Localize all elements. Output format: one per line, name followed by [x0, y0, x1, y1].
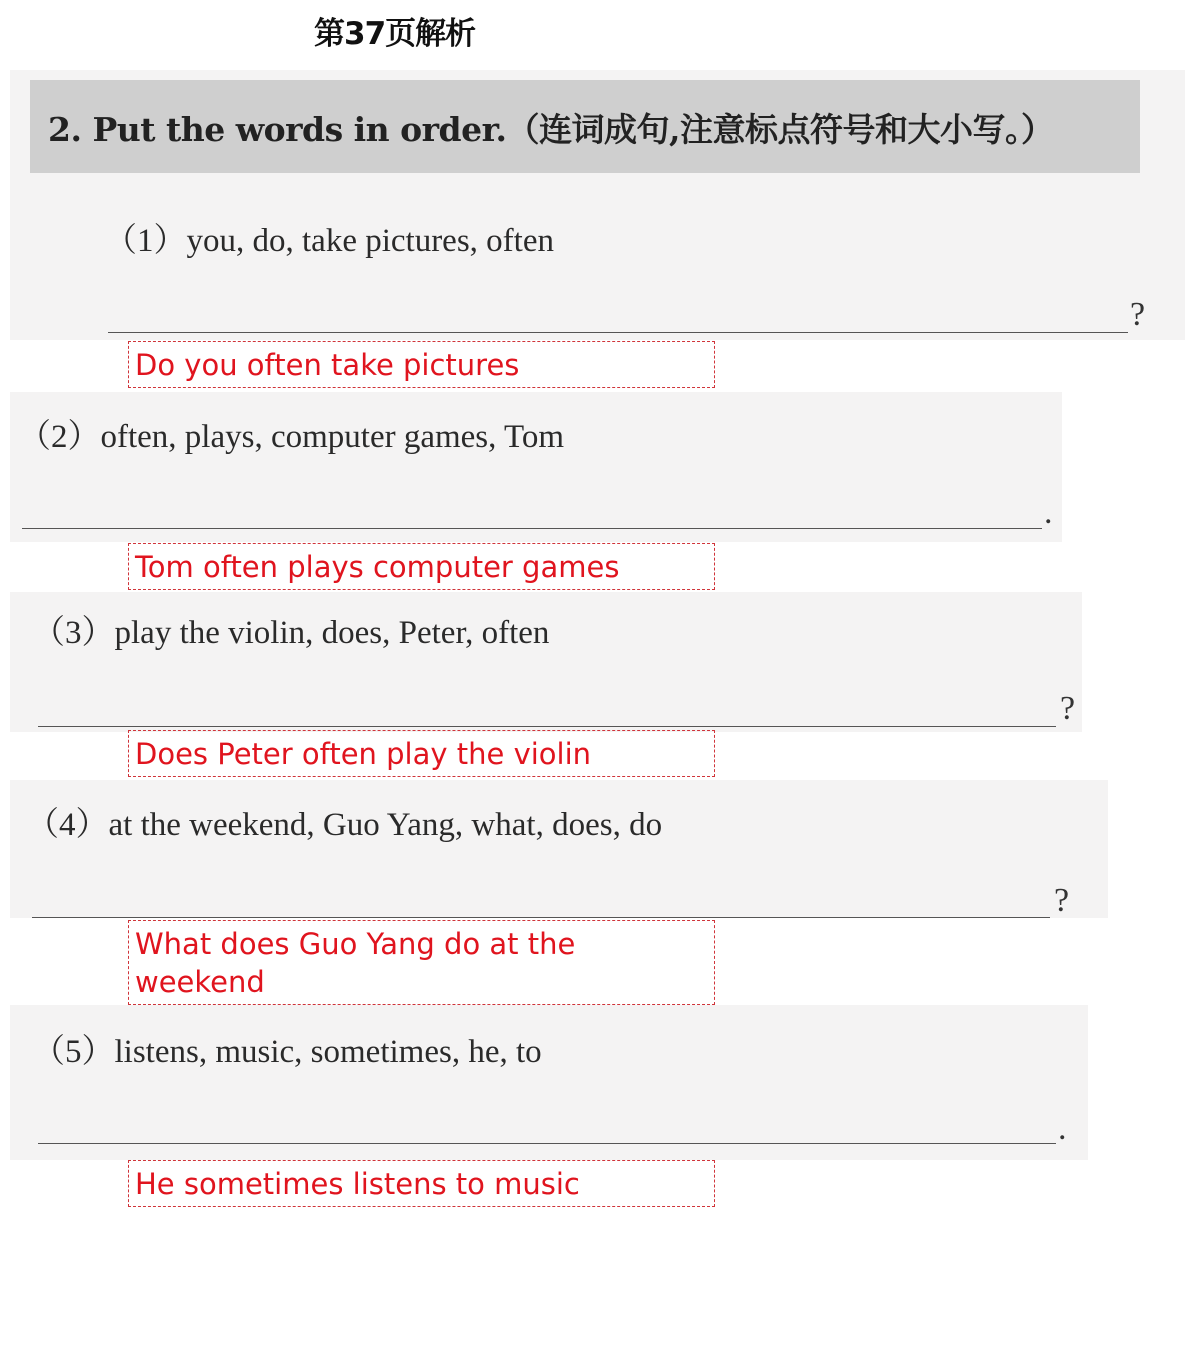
end-punctuation-3: ? [1060, 690, 1076, 727]
answer-text-1: Do you often take pictures [135, 348, 520, 382]
question-prompt-1: （1）you, do, take pictures, often [104, 223, 554, 259]
answer-line-2 [22, 528, 1042, 529]
answer-line-4 [32, 917, 1050, 918]
answer-text-2: Tom often plays computer games [135, 550, 620, 584]
question-prompt-3: （3）play the violin, does, Peter, often [32, 615, 550, 651]
question-prompt-2: （2）often, plays, computer games, Tom [18, 419, 565, 455]
answer-box-2 [128, 543, 715, 590]
answer-box-1 [128, 341, 715, 388]
end-punctuation-5: . [1058, 1110, 1067, 1147]
answer-text-5: He sometimes listens to music [135, 1167, 580, 1201]
question-prompt-5: （5）listens, music, sometimes, he, to [32, 1034, 542, 1070]
answer-box-4 [128, 920, 715, 1005]
answer-line-5 [38, 1143, 1056, 1144]
answer-line-1 [108, 332, 1128, 333]
question-prompt-4: （4）at the weekend, Guo Yang, what, does, do [26, 807, 663, 843]
answer-box-5 [128, 1160, 715, 1207]
end-punctuation-4: ? [1054, 882, 1070, 919]
page-title: 第37页解析 [314, 16, 476, 52]
answer-line-3 [38, 726, 1056, 727]
answer-text-4: What does Guo Yang do at the weekend [135, 927, 576, 999]
answer-text-3: Does Peter often play the violin [135, 737, 592, 771]
end-punctuation-1: ? [1130, 296, 1146, 333]
section-header: 2. Put the words in order.（连词成句,注意标点符号和大小写。） [48, 110, 1054, 149]
answer-box-3 [128, 730, 715, 777]
end-punctuation-2: . [1044, 494, 1053, 531]
